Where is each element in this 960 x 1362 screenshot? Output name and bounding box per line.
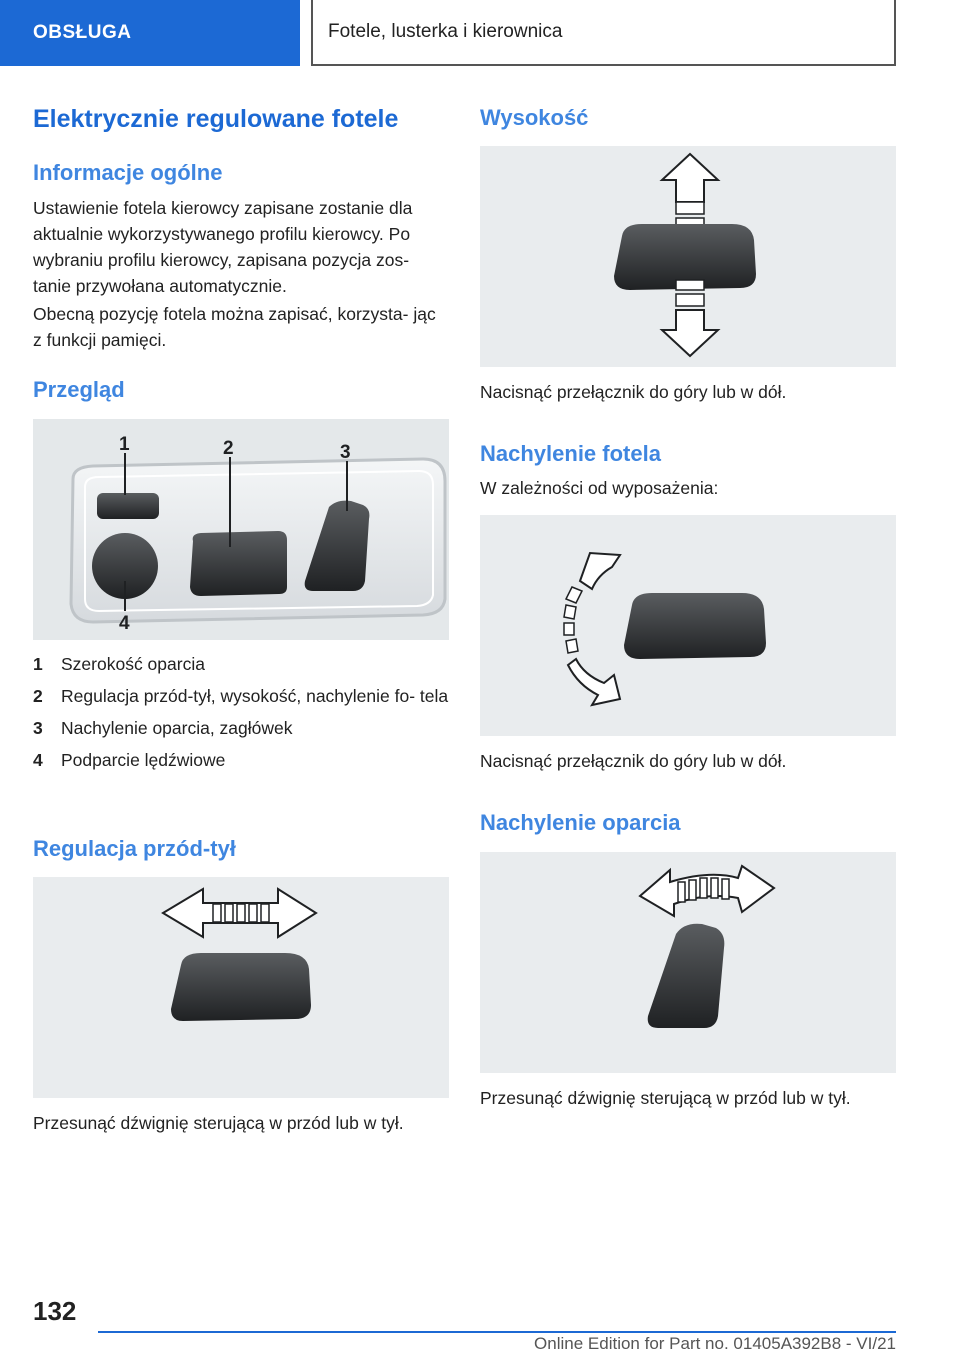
callout-1: 1 [119,434,130,455]
arrow-up-icon [662,154,718,202]
list-item [33,683,449,709]
general-paragraph-2: Obecną pozycję fotela można zapisać, korzysta- jąc z funkcji pamięci. [33,304,436,350]
overview-heading: Przegląd [33,377,125,402]
fore-aft-figure [33,877,449,1098]
callout-4: 4 [119,613,130,634]
backrest-figure [480,852,896,1073]
backrest-heading: Nachylenie oparcia [480,810,681,835]
seat-switch-shape [624,593,766,659]
general-paragraph-1: Ustawienie fotela kierowcy zapisane zostanie dla aktualnie wykorzystywanego profilu kierowcy. Po wybraniu profilu kierowcy, zapisana pozycja zos- tanie przywołana automatycznie. [33,198,413,296]
seat-switch-shape [171,953,311,1021]
list-item-number: 2 [33,686,43,706]
backrest-switch-shape [648,924,725,1028]
general-heading: Informacje ogólne [33,160,223,185]
list-item-text: Podparcie lędźwiowe [61,750,226,770]
backrest-width-switch-shape [97,493,159,519]
list-item-number: 4 [33,750,43,770]
backrest-text: Przesunąć dźwignię sterującą w przód lub w tył. [480,1088,851,1108]
callout-3: 3 [340,442,351,463]
footer-divider [98,1331,896,1333]
edition-info: Online Edition for Part no. 01405A392B8 - VI/21 [534,1334,896,1353]
overview-legend-list [33,651,449,779]
page-number: 132 [33,1296,77,1326]
list-item-text: Regulacja przód-tył, wysokość, nachylenie fo- tela [61,686,449,706]
seat-controls-overview-figure [33,419,449,640]
list-item [33,747,449,773]
tilt-intro: W zależności od wyposażenia: [480,478,719,498]
fore-aft-heading: Regulacja przód-tył [33,836,236,861]
arrow-down-icon [662,310,718,356]
list-item-number: 1 [33,654,43,674]
tilt-heading: Nachylenie fotela [480,441,661,466]
callout-2: 2 [223,438,234,459]
chapter-title: Fotele, lusterka i kierownica [311,0,896,66]
tilt-figure [480,515,896,736]
height-figure [480,146,896,367]
fore-aft-text: Przesunąć dźwignię sterującą w przód lub w tył. [33,1113,404,1133]
list-item-text: Nachylenie oparcia, zagłówek [61,718,293,738]
height-heading: Wysokość [480,105,589,130]
curved-arrow-up-icon [580,553,620,589]
section-tab: OBSŁUGA [0,0,300,66]
height-text: Nacisnąć przełącznik do góry lub w dół. [480,382,787,402]
curved-arrow-down-icon [568,659,620,705]
list-item-text: Szerokość oparcia [61,654,205,674]
list-item [33,715,449,741]
seat-switch-shape [190,531,287,596]
list-item-number: 3 [33,718,43,738]
tilt-text: Nacisnąć przełącznik do góry lub w dół. [480,751,787,771]
list-item [33,651,449,677]
page-title: Elektrycznie regulowane fotele [33,105,399,133]
